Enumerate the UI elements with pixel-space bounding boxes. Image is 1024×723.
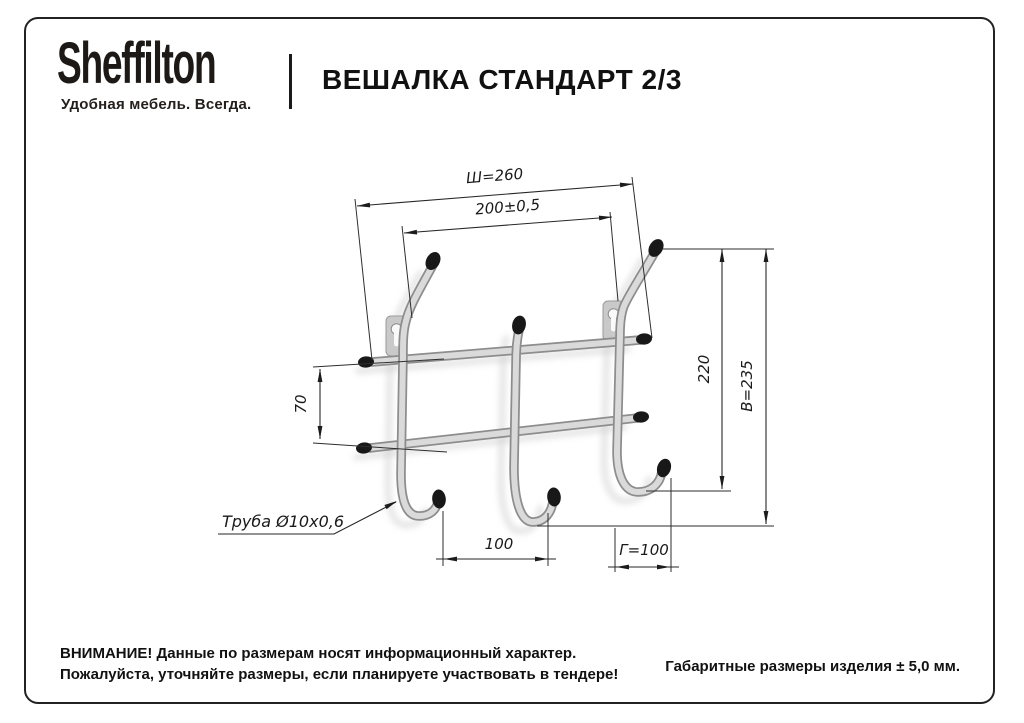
warning-note (60, 643, 618, 685)
tube-spec-label: Труба Ø10х0,6 (222, 512, 345, 531)
dim-label-rail-spacing: 70 (292, 394, 310, 414)
warning-line-2: Пожалуйста, уточняйте размеры, если планируете участвовать в тендере! (60, 666, 619, 683)
dim-label-hook-height: 220 (695, 354, 713, 384)
brand-tagline: Удобная мебель. Всегда. (61, 96, 252, 113)
dim-label-overall-height: В=235 (738, 360, 756, 412)
dim-label-hook-spacing: 100 (484, 535, 514, 553)
tolerance-note: Габаритные размеры изделия ± 5,0 мм. (665, 658, 960, 675)
dim-label-mount-holes: 200±0,5 (474, 195, 541, 219)
hook-tip-cap (510, 314, 527, 335)
brand-logo: Sheffilton (57, 31, 216, 96)
page-title: ВЕШАЛКА СТАНДАРТ 2/3 (322, 64, 682, 95)
dim-label-depth: Г=100 (619, 541, 669, 559)
dim-label-overall-width: Ш=260 (465, 164, 524, 188)
hook-right (617, 236, 673, 492)
warning-line-1: ВНИМАНИЕ! Данные по размерам носят информационный характер. (60, 645, 577, 662)
